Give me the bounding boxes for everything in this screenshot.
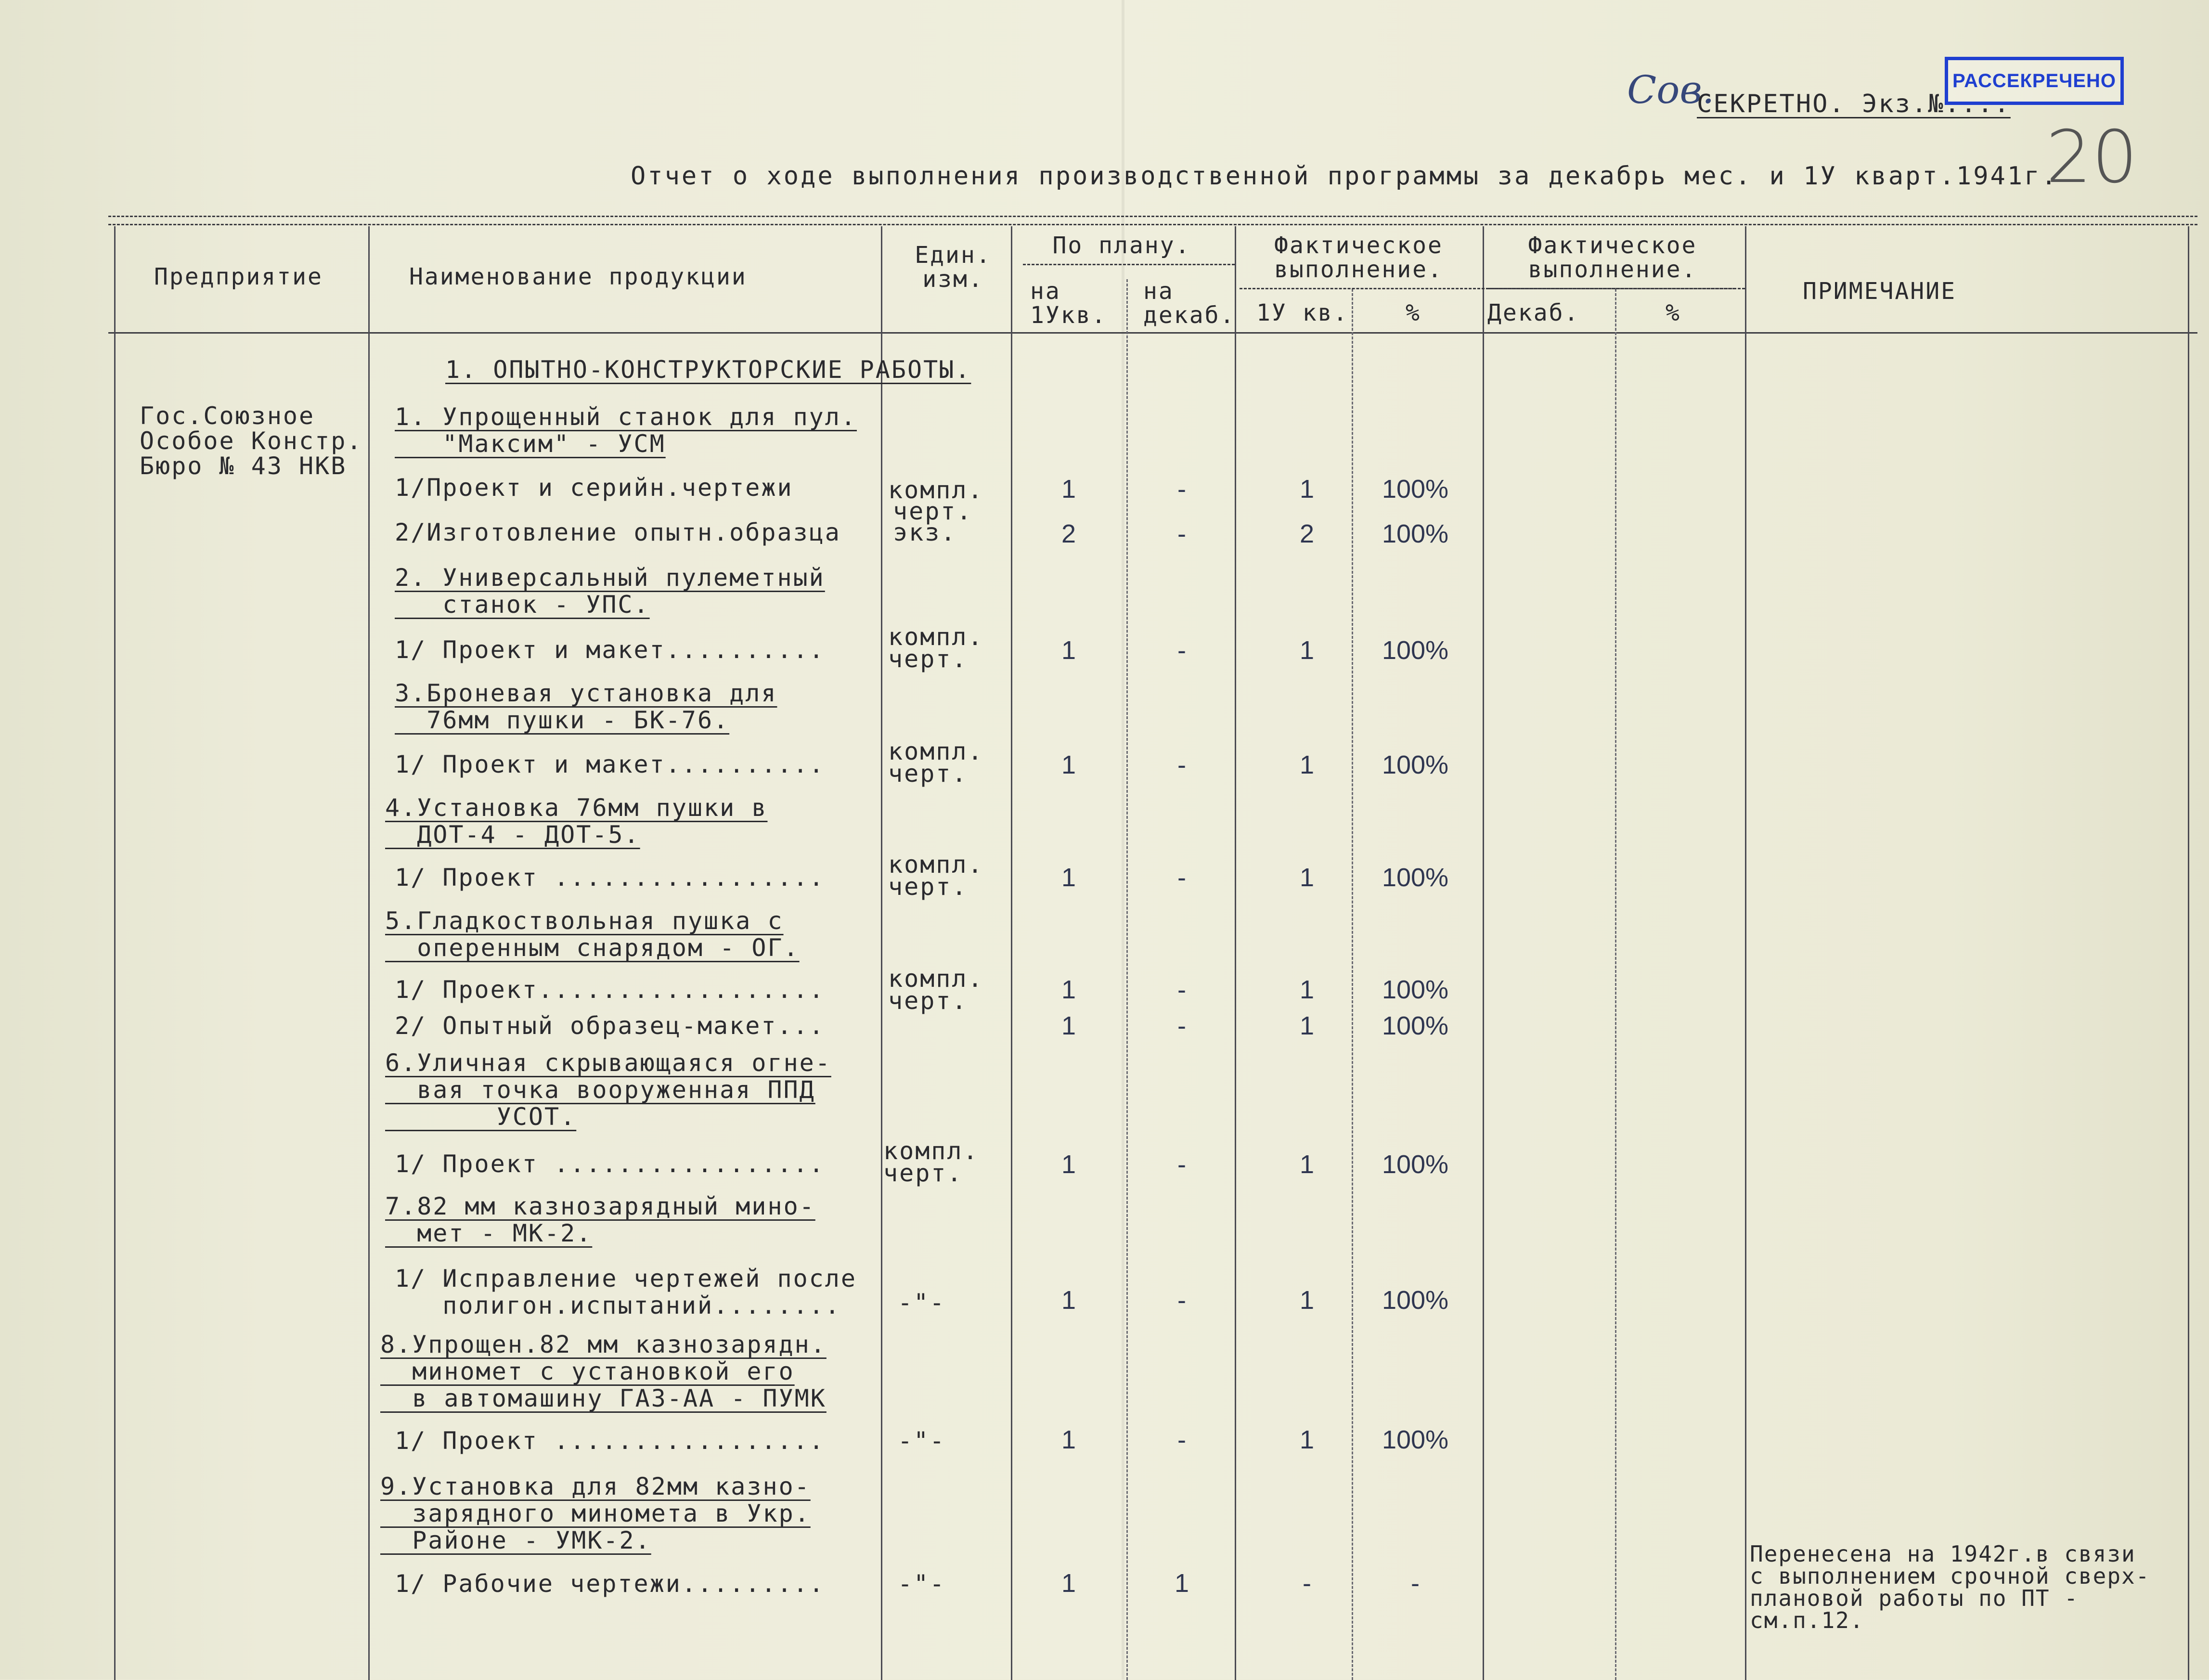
header-fact-quarter: Фактическое выполнение. — [1274, 232, 1443, 283]
row-fact-quarter: 1 — [1299, 1425, 1315, 1454]
row-plan-quarter: 1 — [1061, 475, 1076, 504]
row-fact-quarter: - — [1303, 1569, 1311, 1598]
document-title: Отчет о ходе выполнения производственной программы за декабрь мес. и 1У кварт.1941г. — [631, 162, 2058, 191]
header-fact-december: Фактическое выполнение. — [1528, 232, 1697, 283]
row-plan-december: - — [1177, 636, 1186, 665]
row-name: 1/ Проект ................. — [395, 864, 825, 892]
row-fact-pct: 100% — [1382, 750, 1449, 779]
row-unit: компл. — [888, 476, 984, 504]
handwritten-classification: Сов. — [1627, 67, 1715, 112]
row-name: 1/Проект и серийн.чертежи — [395, 474, 793, 502]
col-divider — [1352, 289, 1353, 1680]
classification-label: СЕКРЕТНО. Экз.№.... — [1697, 90, 2011, 118]
note-text: Перенесена на 1942г.в связи с выполнением срочной сверх- плановой работы по ПТ - см.п.12. — [1750, 1541, 2150, 1633]
row-fact-pct: 100% — [1382, 519, 1449, 548]
row-fact-quarter: 1 — [1299, 975, 1315, 1004]
row-fact-pct: 100% — [1382, 475, 1449, 504]
row-fact-pct: 100% — [1382, 1011, 1449, 1040]
row-plan-quarter: 1 — [1061, 863, 1076, 892]
row-name: 1/ Проект и макет.......... — [395, 636, 825, 664]
col-divider — [881, 226, 882, 1680]
item-title: 7.82 мм казнозарядный мино- мет - МК-2. — [385, 1192, 815, 1247]
col-divider — [368, 226, 370, 1680]
row-plan-december: - — [1177, 1425, 1186, 1454]
row-fact-pct: 100% — [1382, 1425, 1449, 1454]
row-fact-pct: 100% — [1382, 863, 1449, 892]
page-number: 20 — [2046, 116, 2138, 199]
row-fact-pct: 100% — [1382, 1150, 1449, 1179]
row-name: 1/ Проект ................. — [395, 1150, 825, 1178]
row-plan-december: - — [1177, 863, 1186, 892]
col-divider — [1126, 279, 1128, 1680]
col-divider — [114, 226, 116, 1680]
row-fact-pct: 100% — [1382, 636, 1449, 665]
col-divider — [2188, 226, 2189, 1680]
row-unit: черт. экз. — [893, 497, 973, 546]
row-plan-quarter: 1 — [1061, 1425, 1076, 1454]
sub-header-divider — [1487, 288, 1745, 289]
sub-header-divider — [1023, 264, 1235, 265]
item-title: 6.Уличная скрывающаяся огне- вая точка вооруженная ППД УСОТ. — [385, 1049, 831, 1131]
row-name: 2/Изготовление опытн.образца — [395, 518, 841, 546]
row-fact-quarter: 1 — [1299, 750, 1315, 779]
row-fact-quarter: 1 — [1299, 475, 1315, 504]
header-fact-quarter-value: 1У кв. — [1256, 299, 1349, 326]
item-title: 5.Гладкоствольная пушка с оперенным снарядом - ОГ. — [385, 907, 800, 962]
header-plan-quarter: на 1Укв. — [1030, 278, 1107, 329]
header-plan: По плану. — [1052, 232, 1191, 259]
row-plan-december: 1 — [1174, 1569, 1189, 1598]
col-divider — [1483, 226, 1484, 1680]
row-plan-quarter: 1 — [1061, 750, 1076, 779]
item-title: 1. Упрощенный станок для пул. "Максим" - УСМ — [395, 403, 857, 458]
row-fact-pct: - — [1411, 1569, 1420, 1598]
col-divider — [1745, 226, 1746, 1680]
row-unit: компл. черт. — [888, 623, 984, 673]
header-bottom-border — [108, 332, 2197, 334]
row-fact-quarter: 1 — [1299, 863, 1315, 892]
row-plan-december: - — [1177, 975, 1186, 1004]
row-unit: компл. черт. — [888, 737, 984, 788]
row-fact-quarter: 2 — [1299, 519, 1315, 548]
row-plan-quarter: 1 — [1061, 1150, 1076, 1179]
header-unit: Един. изм. — [915, 242, 992, 293]
header-fact-quarter-pct: % — [1406, 299, 1421, 326]
row-unit: компл. черт. — [888, 851, 984, 901]
col-divider — [1235, 226, 1236, 1680]
row-plan-december: - — [1177, 750, 1186, 779]
item-title: 9.Установка для 82мм казно- зарядного миномета в Укр. Районе - УМК-2. — [380, 1473, 811, 1554]
row-unit: компл. черт. — [888, 965, 984, 1015]
row-unit: -"- — [898, 1570, 946, 1598]
row-plan-december: - — [1177, 475, 1186, 504]
header-fact-december-pct: % — [1666, 299, 1681, 326]
row-name: 1/ Исправление чертежей после полигон.испытаний........ — [395, 1265, 857, 1319]
col-divider — [1011, 226, 1012, 1680]
row-name: 1/ Рабочие чертежи......... — [395, 1570, 825, 1598]
declassified-stamp: РАССЕКРЕЧЕНО — [1945, 57, 2124, 105]
row-plan-december: - — [1177, 519, 1186, 548]
row-unit: компл. черт. — [883, 1137, 979, 1187]
item-title: 8.Упрощен.82 мм казнозарядн. миномет с установкой его в автомашину ГАЗ-АА - ПУМК — [380, 1331, 827, 1412]
header-note: ПРИМЕЧАНИЕ — [1803, 278, 1956, 305]
row-fact-pct: 100% — [1382, 1286, 1449, 1315]
row-name: 1/ Проект.................. — [395, 976, 825, 1004]
header-plan-december: на декаб. — [1143, 278, 1236, 329]
row-fact-quarter: 1 — [1299, 636, 1315, 665]
row-fact-quarter: 1 — [1299, 1011, 1315, 1040]
row-unit: -"- — [898, 1289, 946, 1317]
row-fact-quarter: 1 — [1299, 1150, 1315, 1179]
header-product: Наименование продукции — [409, 263, 747, 290]
table-top-border — [108, 216, 2197, 225]
row-fact-quarter: 1 — [1299, 1286, 1315, 1315]
header-fact-december-value: Декаб. — [1487, 299, 1580, 326]
item-title: 2. Универсальный пулеметный станок - УПС. — [395, 564, 825, 619]
col-divider — [1615, 289, 1616, 1680]
header-enterprise: Предприятие — [154, 263, 323, 290]
row-plan-december: - — [1177, 1286, 1186, 1315]
row-name: 2/ Опытный образец-макет... — [395, 1012, 825, 1040]
row-plan-december: - — [1177, 1150, 1186, 1179]
row-plan-quarter: 1 — [1061, 1011, 1076, 1040]
enterprise-name: Гос.Союзное Особое Констр. Бюро № 43 НКВ — [140, 402, 363, 480]
row-name: 1/ Проект ................. — [395, 1427, 825, 1455]
row-plan-quarter: 2 — [1061, 519, 1076, 548]
item-title: 4.Установка 76мм пушки в ДОТ-4 - ДОТ-5. — [385, 794, 768, 849]
row-plan-december: - — [1177, 1011, 1186, 1040]
row-name: 1/ Проект и макет.......... — [395, 750, 825, 778]
row-plan-quarter: 1 — [1061, 1569, 1076, 1598]
row-plan-quarter: 1 — [1061, 636, 1076, 665]
row-plan-quarter: 1 — [1061, 975, 1076, 1004]
item-title: 3.Броневая установка для 76мм пушки - БК-76. — [395, 679, 777, 734]
section-title: 1. ОПЫТНО-КОНСТРУКТОРСКИЕ РАБОТЫ. — [445, 356, 971, 384]
row-unit: -"- — [898, 1427, 946, 1455]
row-fact-pct: 100% — [1382, 975, 1449, 1004]
row-plan-quarter: 1 — [1061, 1286, 1076, 1315]
